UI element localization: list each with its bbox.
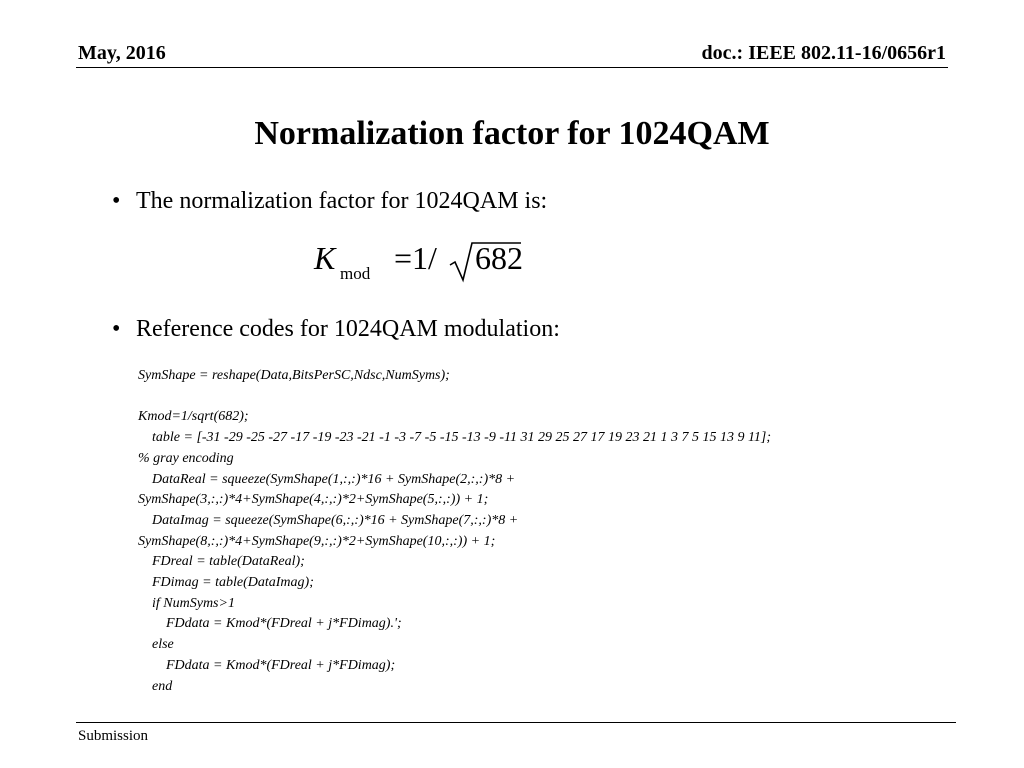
code-line: DataImag = squeeze(SymShape(6,:,:)*16 + SymShape(7,:,:)*8 + — [138, 512, 519, 528]
header-date: May, 2016 — [78, 42, 166, 64]
normalization-formula — [314, 240, 554, 286]
bullet-dot: • — [112, 188, 121, 214]
code-line: FDdata = Kmod*(FDreal + j*FDimag); — [138, 657, 396, 673]
bullet-item — [112, 316, 560, 343]
code-line: SymShape = reshape(Data,BitsPerSC,Ndsc,NumSyms); — [138, 368, 450, 383]
code-line: else — [138, 637, 174, 653]
code-line: FDimag = table(DataImag); — [138, 575, 314, 591]
bullet-text: The normalization factor for 1024QAM is: — [136, 188, 548, 214]
code-line: table = [-31 -29 -25 -27 -17 -19 -23 -21 -1 -3 -7 -5 -15 -13 -9 -11 31 29 25 27 17 19 23 21 1 3 7 5 15 13 9 11]; — [138, 430, 772, 446]
code-line — [138, 387, 771, 408]
code-line: SymShape(8,:,:)*4+SymShape(9,:,:)*2+SymShape(10,:,:)) + 1; — [138, 533, 496, 549]
code-line: % gray encoding — [138, 450, 234, 466]
header-doc-id: doc.: IEEE 802.11-16/0656r1 — [701, 42, 946, 64]
slide-title: Normalization factor for 1024QAM — [254, 115, 770, 152]
bullet-dot: • — [112, 316, 121, 342]
code-line: FDreal = table(DataReal); — [138, 554, 305, 570]
header-divider — [76, 67, 948, 68]
bullet-text: Reference codes for 1024QAM modulation: — [136, 316, 560, 342]
code-line: DataReal = squeeze(SymShape(1,:,:)*16 + SymShape(2,:,:)*8 + — [138, 471, 516, 487]
footer-label: Submission — [78, 728, 149, 744]
code-line: FDdata = Kmod*(FDreal + j*FDimag).'; — [138, 616, 402, 632]
formula-subscript: mod — [340, 264, 371, 283]
bullet-item — [112, 188, 547, 215]
code-line: if NumSyms>1 — [138, 595, 235, 611]
reference-code-block — [138, 366, 771, 697]
formula-radicand: 682 — [475, 240, 523, 276]
code-line: Kmod=1/sqrt(682); — [138, 409, 249, 425]
code-line: SymShape(3,:,:)*4+SymShape(4,:,:)*2+SymShape(5,:,:)) + 1; — [138, 492, 489, 508]
code-line: end — [138, 678, 173, 694]
formula-equals-part: =1/ — [394, 240, 437, 276]
footer-divider — [76, 722, 956, 723]
formula-symbol: K — [314, 240, 336, 276]
